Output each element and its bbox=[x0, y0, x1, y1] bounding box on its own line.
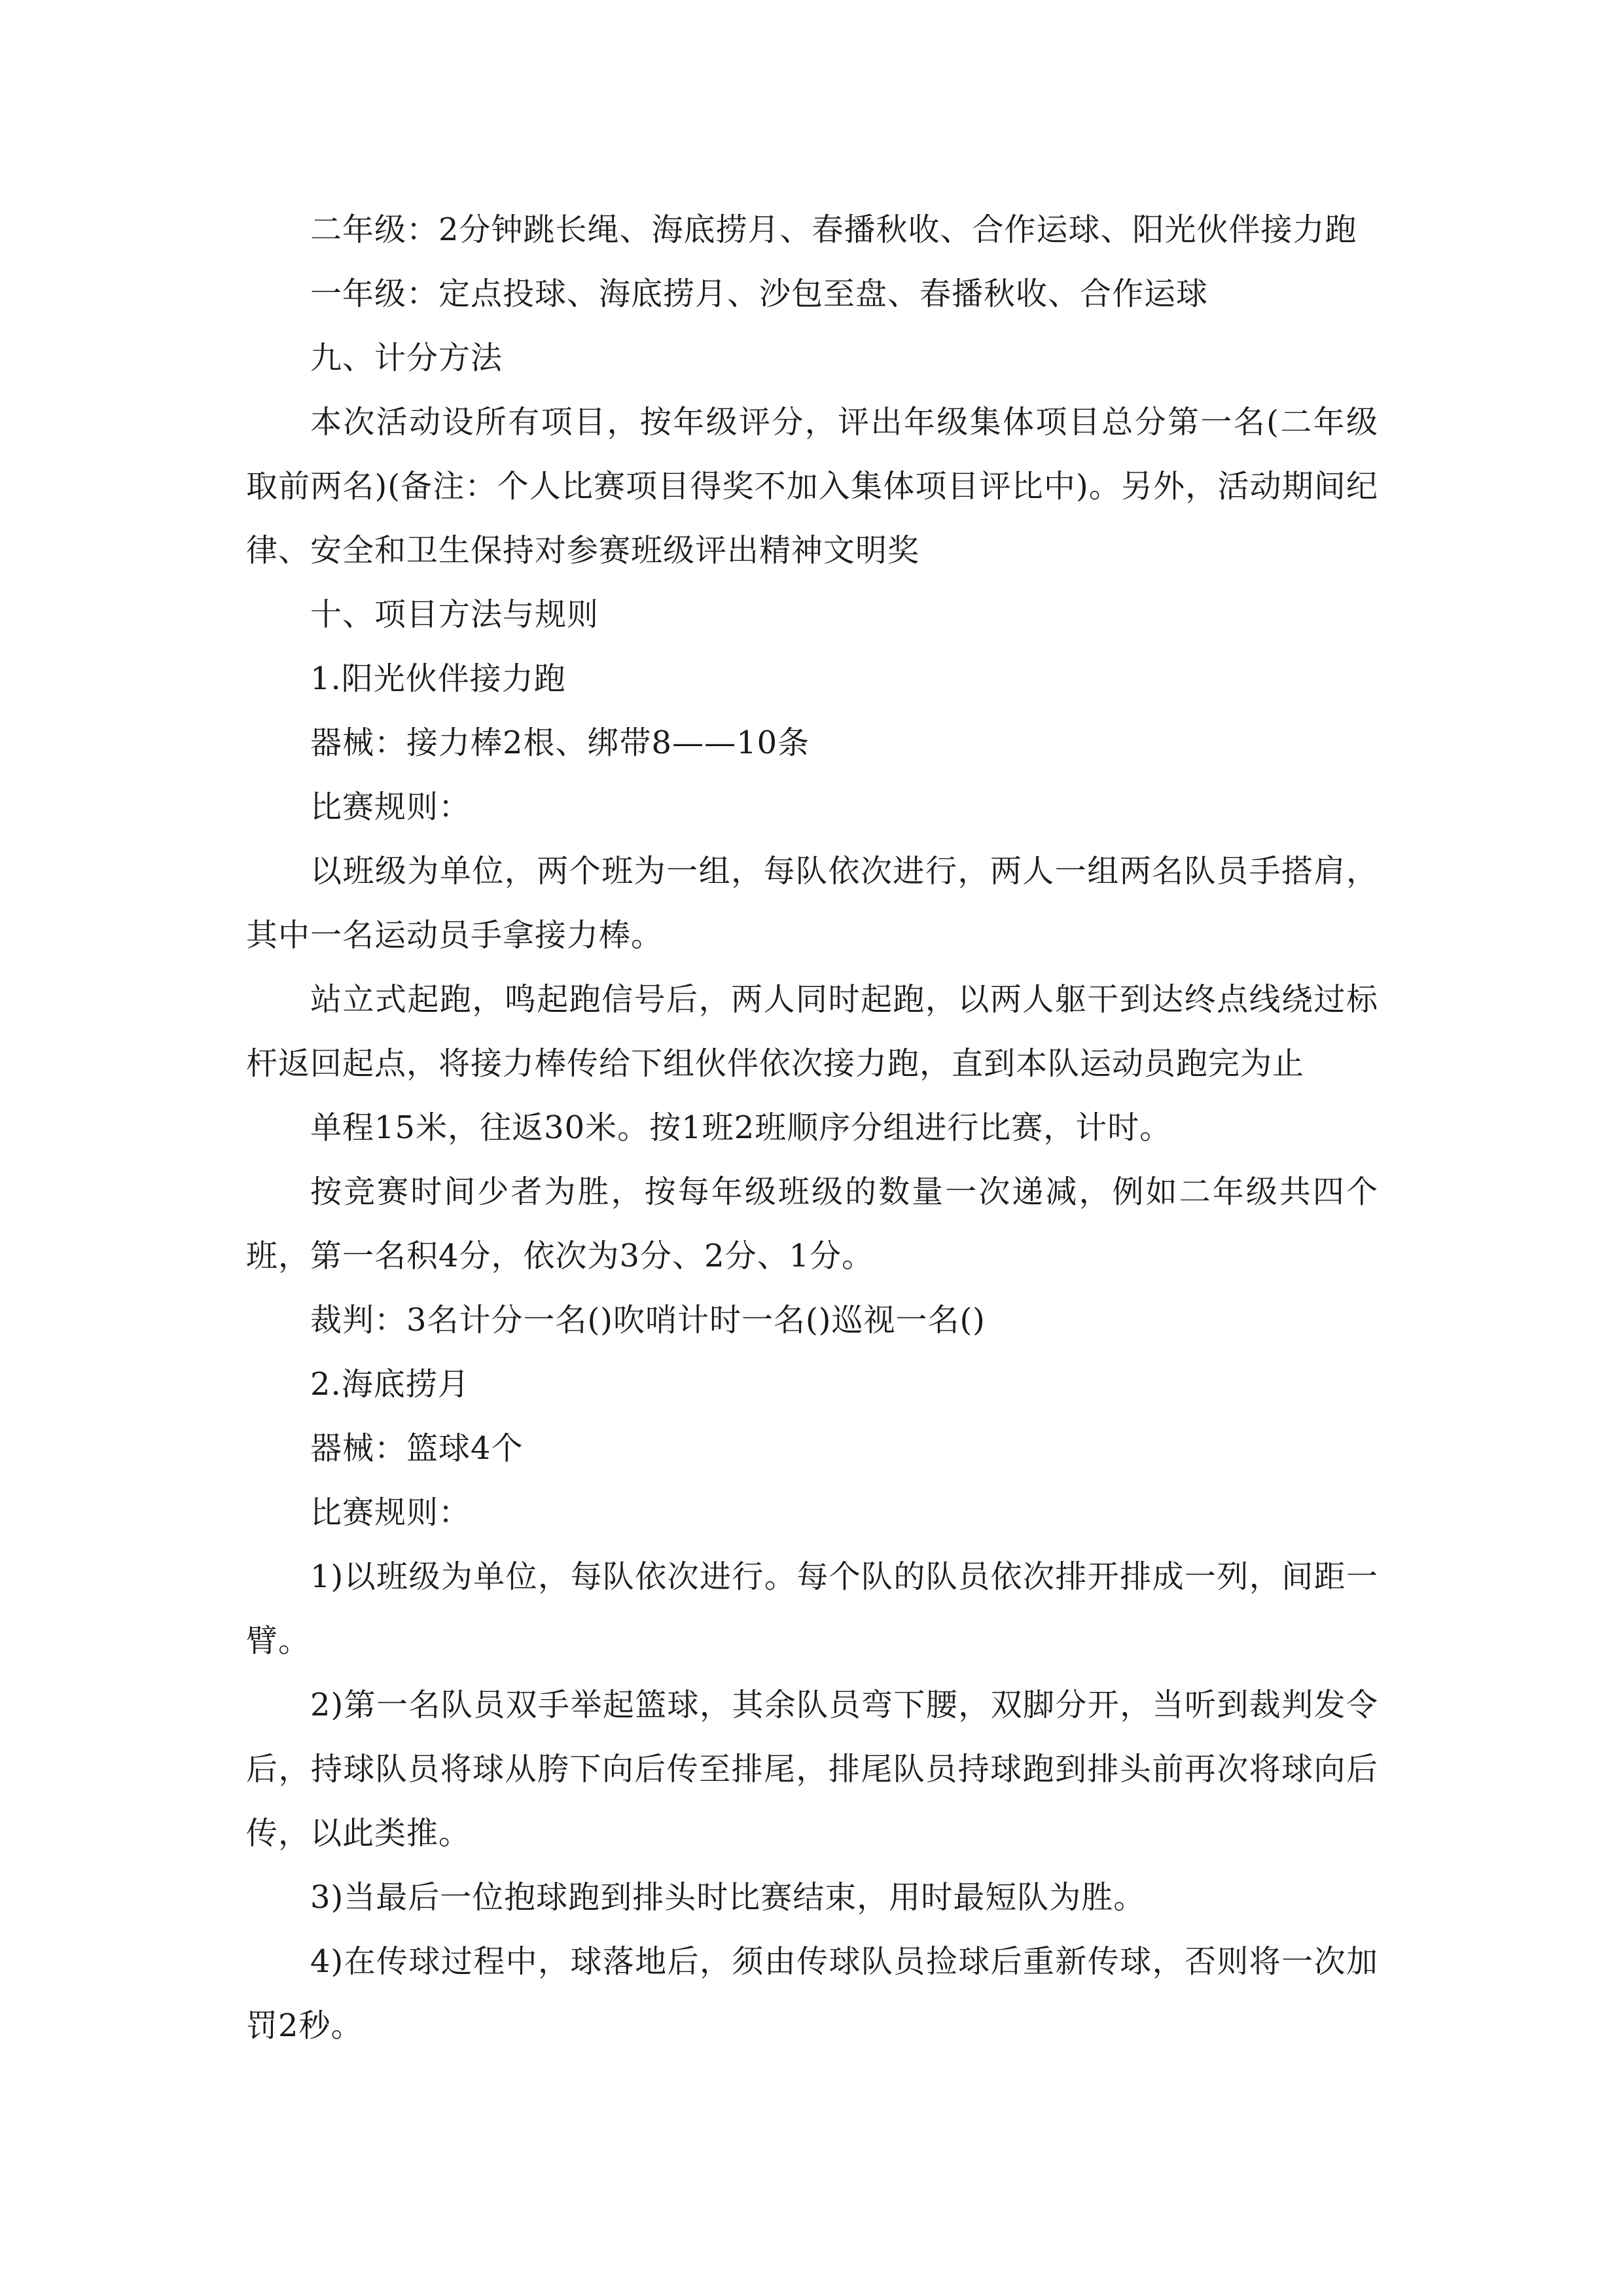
paragraph-relay-equipment: 器械：接力棒2根、绑带8——10条 bbox=[310, 725, 810, 761]
paragraph-moon-rule-2: 2)第一名队员双手举起篮球，其余队员弯下腰，双脚分开，当听到裁判发令后，持球队员将球从胯下向后传至排尾，排尾队员持球跑到排头前再次将球向后传，以此类推。 bbox=[246, 1687, 1378, 1852]
section-heading-rules: 十、项目方法与规则 bbox=[310, 596, 599, 633]
paragraph-relay-rule-3: 单程15米，往返30米。按1班2班顺序分组进行比赛，计时。 bbox=[310, 1109, 1172, 1146]
paragraph-relay-referees: 裁判：3名计分一名()吹哨计时一名()巡视一名() bbox=[310, 1302, 986, 1338]
paragraph-relay-rule-2: 站立式起跑，鸣起跑信号后，两人同时起跑，以两人躯干到达终点线绕过标杆返回起点，将接力棒传给下组伙伴依次接力跑，直到本队运动员跑完为止 bbox=[246, 981, 1378, 1082]
label-moon-rules: 比赛规则： bbox=[310, 1494, 471, 1531]
paragraph-grade2-events: 二年级：2分钟跳长绳、海底捞月、春播秋收、合作运球、阳光伙伴接力跑 bbox=[310, 211, 1357, 248]
paragraph-relay-rule-4: 按竞赛时间少者为胜，按每年级班级的数量一次递减，例如二年级共四个班，第一名积4分，依次为3分、2分、1分。 bbox=[246, 1174, 1378, 1274]
paragraph-grade1-events: 一年级：定点投球、海底捞月、沙包至盘、春播秋收、合作运球 bbox=[310, 276, 1209, 312]
paragraph-moon-rule-1: 1)以班级为单位，每队依次进行。每个队的队员依次排开排成一列，间距一臂。 bbox=[246, 1558, 1378, 1659]
section-heading-scoring: 九、计分方法 bbox=[310, 340, 503, 376]
label-relay-rules: 比赛规则： bbox=[310, 789, 471, 825]
document-body bbox=[246, 198, 1378, 2058]
subheading-moon-fishing: 2.海底捞月 bbox=[310, 1366, 470, 1403]
paragraph-moon-rule-4: 4)在传球过程中，球落地后，须由传球队员捡球后重新传球，否则将一次加罚2秒。 bbox=[246, 1943, 1378, 2044]
paragraph-scoring-details: 本次活动设所有项目，按年级评分，评出年级集体项目总分第一名(二年级取前两名)(备注：个人比赛项目得奖不加入集体项目评比中)。另外，活动期间纪律、安全和卫生保持对参赛班级评出精神文明奖 bbox=[246, 404, 1378, 569]
paragraph-relay-rule-1: 以班级为单位，两个班为一组，每队依次进行，两人一组两名队员手搭肩，其中一名运动员手拿接力棒。 bbox=[246, 853, 1378, 954]
subheading-relay: 1.阳光伙伴接力跑 bbox=[310, 660, 566, 697]
paragraph-moon-equipment: 器械：篮球4个 bbox=[310, 1430, 524, 1467]
paragraph-moon-rule-3: 3)当最后一位抱球跑到排头时比赛结束，用时最短队为胜。 bbox=[310, 1879, 1146, 1916]
